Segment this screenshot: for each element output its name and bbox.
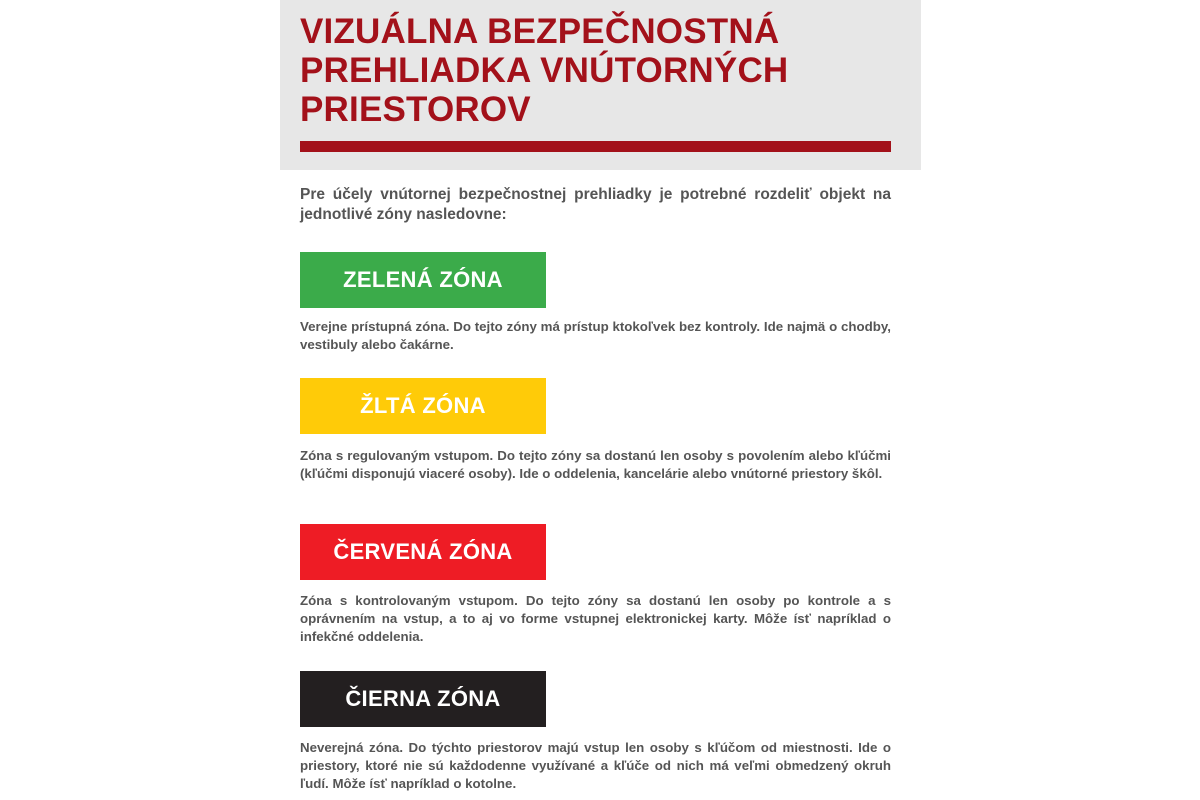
- zone-badge-black: ČIERNA ZÓNA: [300, 671, 546, 727]
- zone-description-yellow: Zóna s regulovaným vstupom. Do tejto zóny sa dostanú len osoby s povolením alebo kľúčmi (kľúčmi disponujú viaceré osoby). Ide o oddelenia, kancelárie alebo vnútorné priestory škôl.: [300, 448, 891, 481]
- zone-description-black: Neverejná zóna. Do týchto priestorov majú vstup len osoby s kľúčom od miestnosti. Ide o priestory, ktoré nie sú každodenne využívané a kľúče od nich má veľmi obmedzený okruh ľudí. Môže ísť napríklad o kotolne.: [300, 740, 891, 791]
- zone-badge-red: ČERVENÁ ZÓNA: [300, 524, 546, 580]
- title-underline-rule: [300, 141, 891, 152]
- document-page: [280, 0, 921, 800]
- intro-paragraph: Pre účely vnútornej bezpečnostnej prehliadky je potrebné rozdeliť objekt na jednotlivé zóny nasledovne:: [300, 186, 891, 223]
- zone-badge-green: ZELENÁ ZÓNA: [300, 252, 546, 308]
- zone-description-green: Verejne prístupná zóna. Do tejto zóny má prístup ktokoľvek bez kontroly. Ide najmä o chodby, vestibuly alebo čakárne.: [300, 319, 891, 352]
- title-header: [280, 0, 921, 170]
- page-title: VIZUÁLNA BEZPEČNOSTNÁ PREHLIADKA VNÚTORNÝCH PRIESTOROV: [300, 12, 789, 129]
- zone-badge-yellow: ŽLTÁ ZÓNA: [300, 378, 546, 434]
- zone-description-red: Zóna s kontrolovaným vstupom. Do tejto zóny sa dostanú len osoby po kontrole a s oprávnením na vstup, a to aj vo forme vstupnej elektronickej karty. Môže ísť napríklad o infekčné oddelenia.: [300, 593, 891, 644]
